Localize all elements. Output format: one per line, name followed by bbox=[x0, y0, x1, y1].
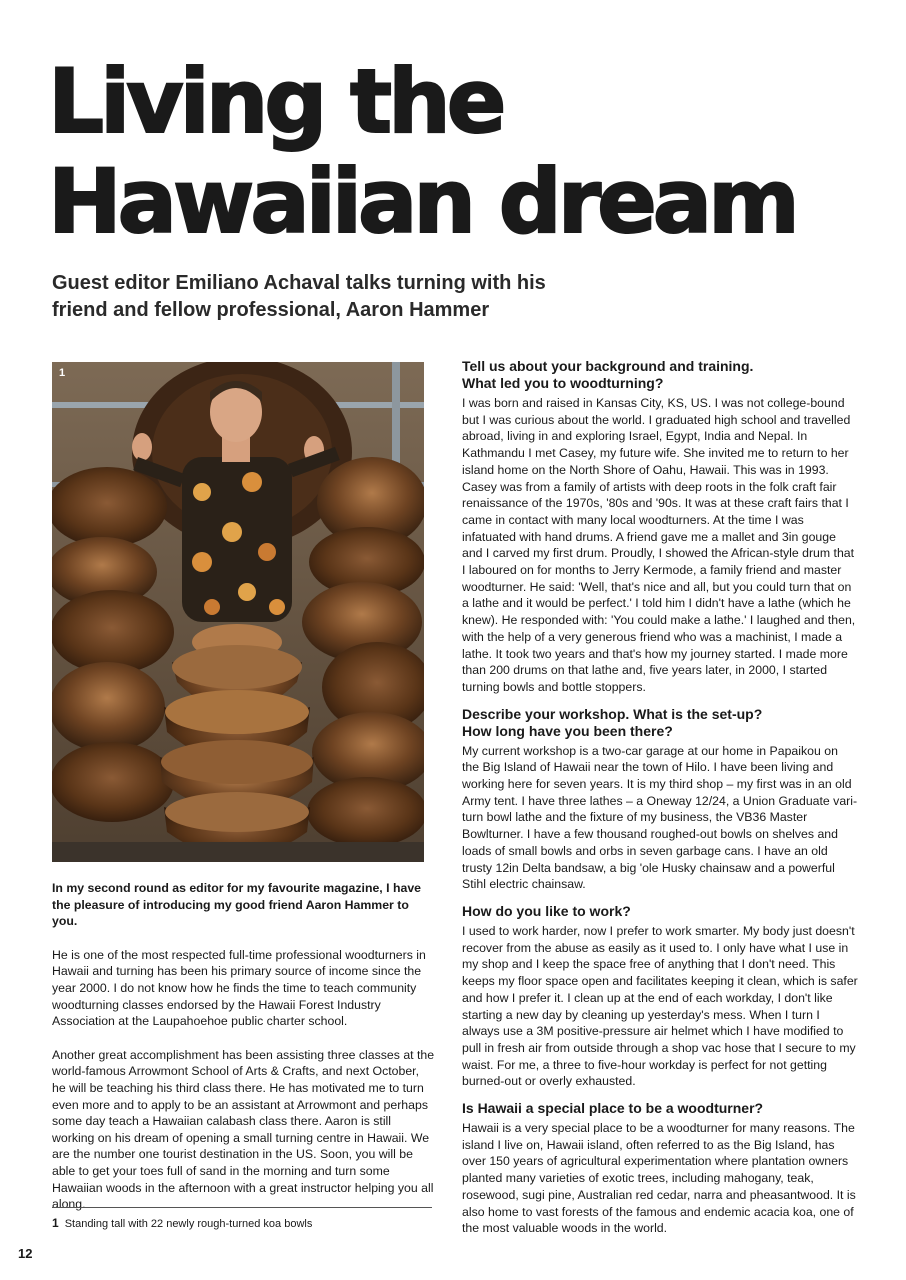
question-line: What led you to woodturning? bbox=[462, 375, 664, 391]
caption-text: Standing tall with 22 newly rough-turned koa bowls bbox=[64, 1218, 313, 1230]
intro-paragraph-1: He is one of the most respected full-time professional woodturners in Hawaii and turning has been his primary source of income since the year 2000. I do not know how he finds the time to teach community woodturning classes endorsed by the Hawaii Forest Industry Association at the Laupahoehoe public charter school. bbox=[52, 947, 426, 1029]
answer-work-style: I used to work harder, now I prefer to work smarter. My body just doesn't recover from the abuse as easily as it used to. I only have what I use in my shop and I keep the space free of anything that I don't need. This keeps my floor space open and facilitates keeping it clean, which is safer and how I prefer it. I clean up at the end of each workday, I don't like starting a new day by cleaning up yesterday's mess. When I turn I always use a 3M positive-pressure air helmet which I have modified to pull in fresh air from outside through a shop vac hose that I secure to my waist. For me, a three to five-hour workday is perfect for not getting burned-out or overly exhausted. bbox=[462, 923, 858, 1089]
caption-divider bbox=[52, 1207, 432, 1208]
question-line: Describe your workshop. What is the set-up? bbox=[462, 705, 763, 722]
question-line: How long have you been there? bbox=[462, 722, 673, 739]
answer-hawaii: Hawaii is a very special place to be a woodturner for many reasons. The island I live on, Hawaii island, often referred to as the Big Island, has over 150 years of agricultural experimentation where plantation owners planted many varieties of exotic trees, including mahogany, teak, rosewood, sugi pine, Australian red cedar, narra and pheasantwood. It is also home to vast forests of the famous and endemic acacia koa, one of the most valuable woods in the world. bbox=[462, 1121, 856, 1236]
question-line: Is Hawaii a special place to be a woodturner? bbox=[462, 1100, 764, 1117]
interview-column bbox=[462, 358, 858, 1247]
question-line: How do you like to work? bbox=[462, 902, 631, 919]
question-background bbox=[462, 358, 858, 392]
article-title bbox=[48, 52, 796, 252]
lead-paragraph: In my second round as editor for my favourite magazine, I have the pleasure of introducing my good friend Aaron Hammer to you. bbox=[52, 881, 421, 929]
caption-number: 1 bbox=[52, 1216, 59, 1230]
photo-aaron-with-bowls bbox=[52, 362, 424, 862]
photo-illustration bbox=[52, 362, 424, 862]
photo-number: 1 bbox=[59, 367, 66, 379]
standfirst: Guest editor Emiliano Achaval talks turning with his friend and fellow professional, Aaron Hammer bbox=[52, 272, 546, 321]
title-line-2: Hawaiian dream bbox=[48, 150, 796, 253]
question-workshop bbox=[462, 706, 858, 740]
page-number: 12 bbox=[18, 1246, 33, 1261]
answer-workshop: My current workshop is a two-car garage at our home in Papaikou on the Big Island of Hawaii near the town of Hilo. I have been living and working here for seven years. It is my third shop – my first was in an old Army tent. I have three lathes – a Oneway 12/24, a Union Graduate vari-turn bowl lathe and the fixture of my business, the VB36 Master Bowlturner. I have a few thousand roughed-out bowls on shelves and loads of small bowls and orbs in seven garbage cans. I have an old trusty 12in Delta bandsaw, a big 'ole Husky chainsaw and a powerful Stihl electric chainsaw. bbox=[462, 743, 858, 892]
photo-caption bbox=[52, 1216, 312, 1230]
question-line: Tell us about your background and training. bbox=[462, 358, 754, 374]
question-work-style bbox=[462, 903, 858, 920]
intro-column bbox=[52, 880, 436, 1230]
question-hawaii bbox=[462, 1100, 858, 1117]
answer-background: I was born and raised in Kansas City, KS, US. I was not college-bound but I was curious about the world. I graduated high school and travelled abroad, living in and exploring Israel, Egypt, India and Nepal. In Kathmandu I met Casey, my future wife. She invited me to return to her island home on the North Shore of Oahu, Hawaii. This was in 1993. Casey was from a family of artists with deep roots in the folk craft fair renaissance of the 1970s, '80s and '90s. It was at these craft fairs that I came in contact with many local woodturners. At the time I was infatuated with hand drums. A friend gave me a mallet and 3in gouge and I carved my first drum. Proudly, I showed the African-style drum that I laboured on for months to Jerry Kermode, a family friend and master woodturner. He said: 'Well, that's nice and all, but you could turn that on a lathe and it would be perfect.' I told him I didn't have a lathe (which he knew). He responded with: 'You could make a lathe.' I laughed and then, with the help of a very generous friend who was a machinist, I made a lathe. It took two years and that's how my journey started. I made more than 200 drums on that lathe and, five years later, in 2000, I started turning bowls and bottle stoppers. bbox=[462, 396, 856, 694]
title-line-1: Living the bbox=[48, 50, 503, 153]
intro-paragraph-2: Another great accomplishment has been assisting three classes at the world-famous Arrowmont School of Arts & Crafts, and next October, he will be teaching his third class there. He has motivated me to turn even more and to apply to be an assistant at Arrowmont and perhaps some day teach a Hawaiian calabash class there. Aaron is still working on his dream of opening a small turning centre in Hawaii. We are the number one tourist destination in the US. Soon, you will be able to get your toes full of sand in the morning and turn some Hawaiian woods in the afternoon with a great instructor helping you all along. bbox=[52, 1047, 435, 1212]
